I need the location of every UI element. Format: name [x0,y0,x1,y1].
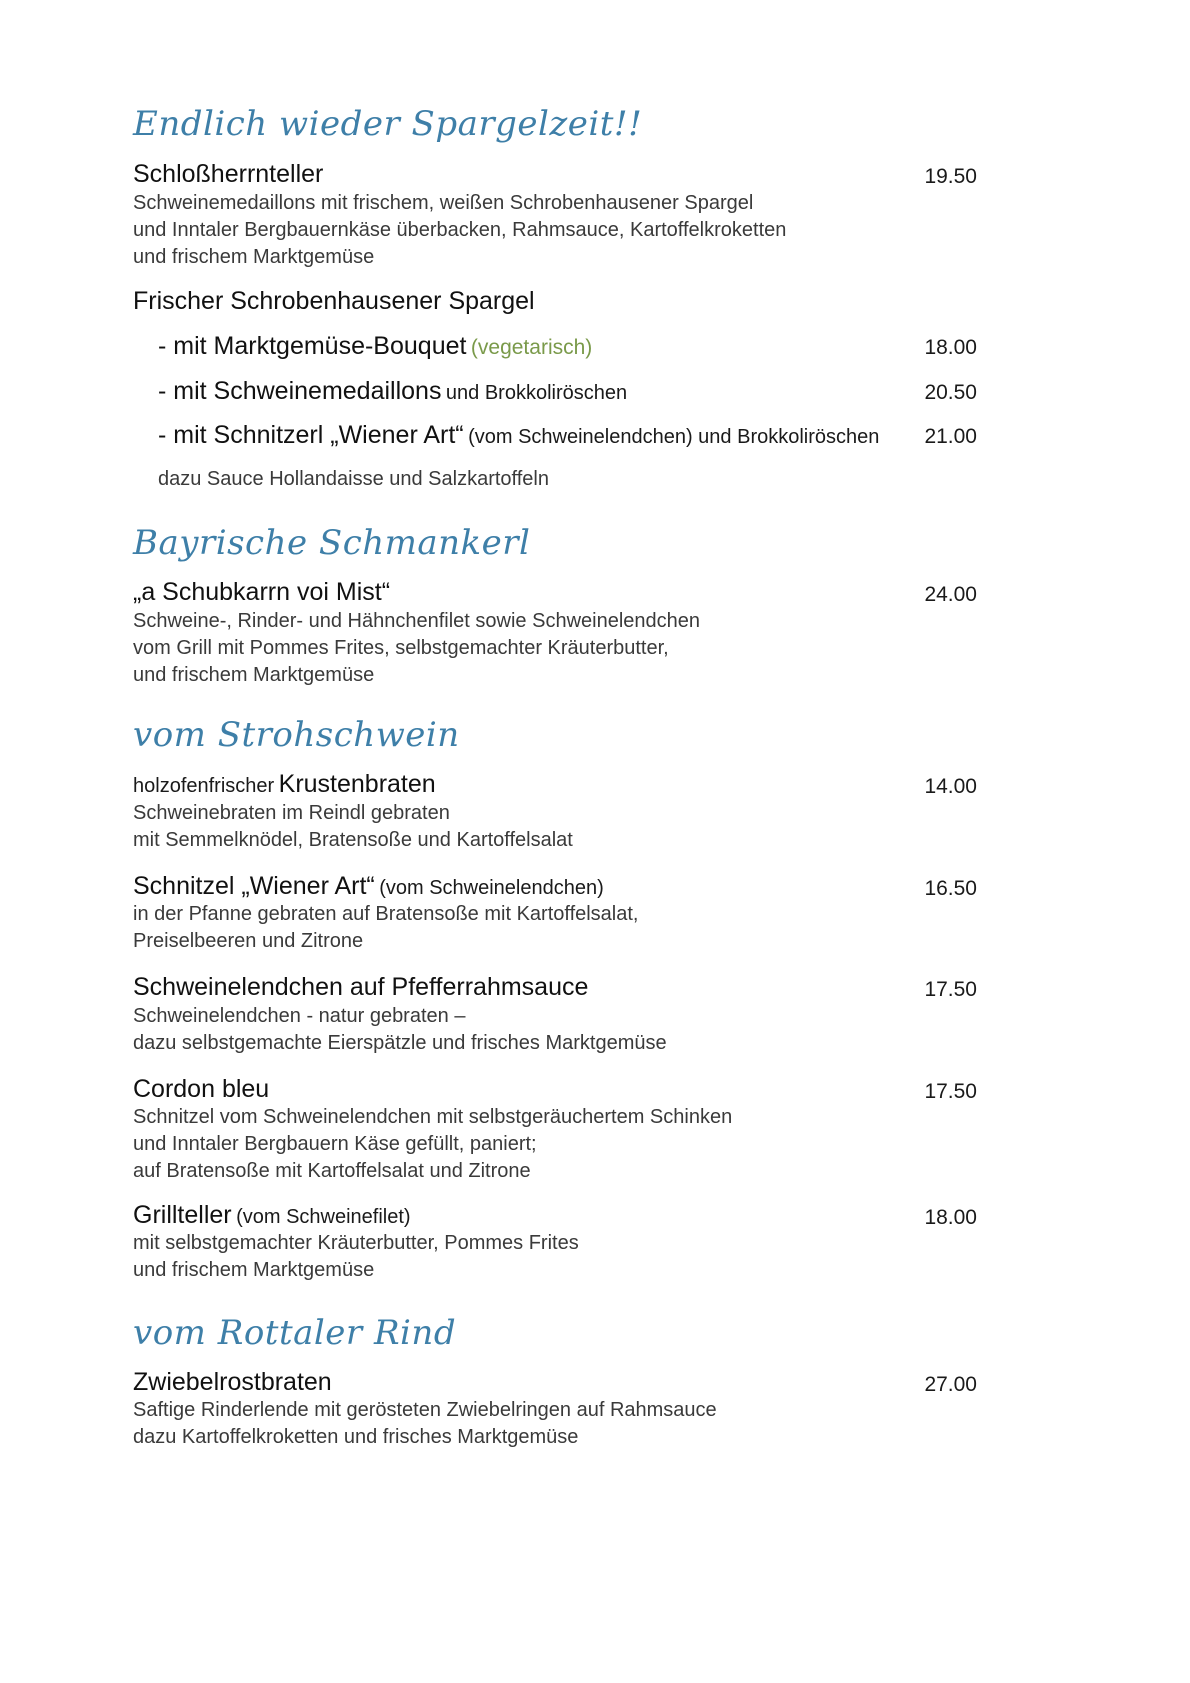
menu-item-title: Grillteller [133,1201,232,1229]
option-label: - mit Schnitzerl „Wiener Art“ [158,421,464,449]
menu-item-title: Krustenbraten [278,770,436,798]
menu-item-title: Zwiebelrostbraten [133,1368,332,1396]
menu-item-description: in der Pfanne gebraten auf Bratensoße mit Kartoffelsalat, Preiselbeeren und Zitrone [133,903,639,952]
menu-item-description: Schweinebraten im Reindl gebraten mit Semmelknödel, Bratensoße und Kartoffelsalat [133,802,573,851]
menu-item-description: Schweinelendchen - natur gebraten – dazu selbstgemachte Eierspätzle und frisches Marktgemüse [133,1005,667,1054]
option-extra: und Brokkoliröschen [445,382,628,404]
menu-option [158,421,879,450]
menu-item-title-row [133,872,604,901]
option-extra: (vom Schweinelendchen) und Brokkoliröschen [468,426,880,448]
menu-item-price: 27.00 [924,1373,977,1396]
menu-item-price: 14.00 [924,775,977,798]
option-extra: (vegetarisch) [470,336,593,359]
menu-item-title: Schloßherrnteller [133,160,324,188]
section-heading-bayrisch: Bayrische Schmankerl [133,523,531,563]
option-price: 18.00 [924,336,977,359]
option-price: 21.00 [924,425,977,448]
section-heading-spargel: Endlich wieder Spargelzeit!! [133,104,643,144]
menu-item-price: 19.50 [924,165,977,188]
menu-group-title: Frischer Schrobenhausener Spargel [133,287,535,315]
title-suffix: (vom Schweinelendchen) [379,877,604,899]
menu-item-description: mit selbstgemachter Kräuterbutter, Pommes Frites und frischem Marktgemüse [133,1232,579,1281]
menu-item-description: Schnitzel vom Schweinelendchen mit selbstgeräuchertem Schinken und Inntaler Bergbauern Käse gefüllt, paniert; auf Bratensoße mit Kartoffelsalat und Zitrone [133,1106,733,1182]
menu-item-title-row [133,770,436,799]
menu-item-title: Schnitzel „Wiener Art“ [133,872,375,900]
option-price: 20.50 [924,381,977,404]
section-heading-stroh: vom Strohschwein [133,715,460,755]
title-prefix: holzofenfrischer [133,775,275,797]
menu-item-price: 16.50 [924,877,977,900]
menu-item-price: 18.00 [924,1206,977,1229]
menu-item-title: Cordon bleu [133,1075,270,1103]
menu-item-description: Schweine-, Rinder- und Hähnchenfilet sowie Schweinelendchen vom Grill mit Pommes Frites, selbstgemachter Kräuterbutter, und frischem Marktgemüse [133,610,701,686]
menu-footnote: dazu Sauce Hollandaisse und Salzkartoffeln [158,468,549,490]
menu-item-title: „a Schubkarrn voi Mist“ [133,578,391,606]
title-suffix: (vom Schweinefilet) [236,1206,411,1228]
option-label: - mit Marktgemüse-Bouquet [158,332,467,360]
section-heading-rind: vom Rottaler Rind [133,1313,457,1353]
menu-item-description: Schweinemedaillons mit frischem, weißen Schrobenhausener Spargel und Inntaler Bergbauernkäse überbacken, Rahmsauce, Kartoffelkroketten und frischem Marktgemüse [133,192,787,268]
menu-item-price: 17.50 [924,1080,977,1103]
menu-item-title-row [133,1201,411,1230]
option-label: - mit Schweinemedaillons [158,377,442,405]
menu-item-price: 17.50 [924,978,977,1001]
menu-option [158,377,627,406]
menu-item-title: Schweinelendchen auf Pfefferrahmsauce [133,973,589,1001]
menu-option [158,332,592,361]
menu-item-description: Saftige Rinderlende mit gerösteten Zwiebelringen auf Rahmsauce dazu Kartoffelkroketten und frisches Marktgemüse [133,1399,717,1448]
menu-item-price: 24.00 [924,583,977,606]
